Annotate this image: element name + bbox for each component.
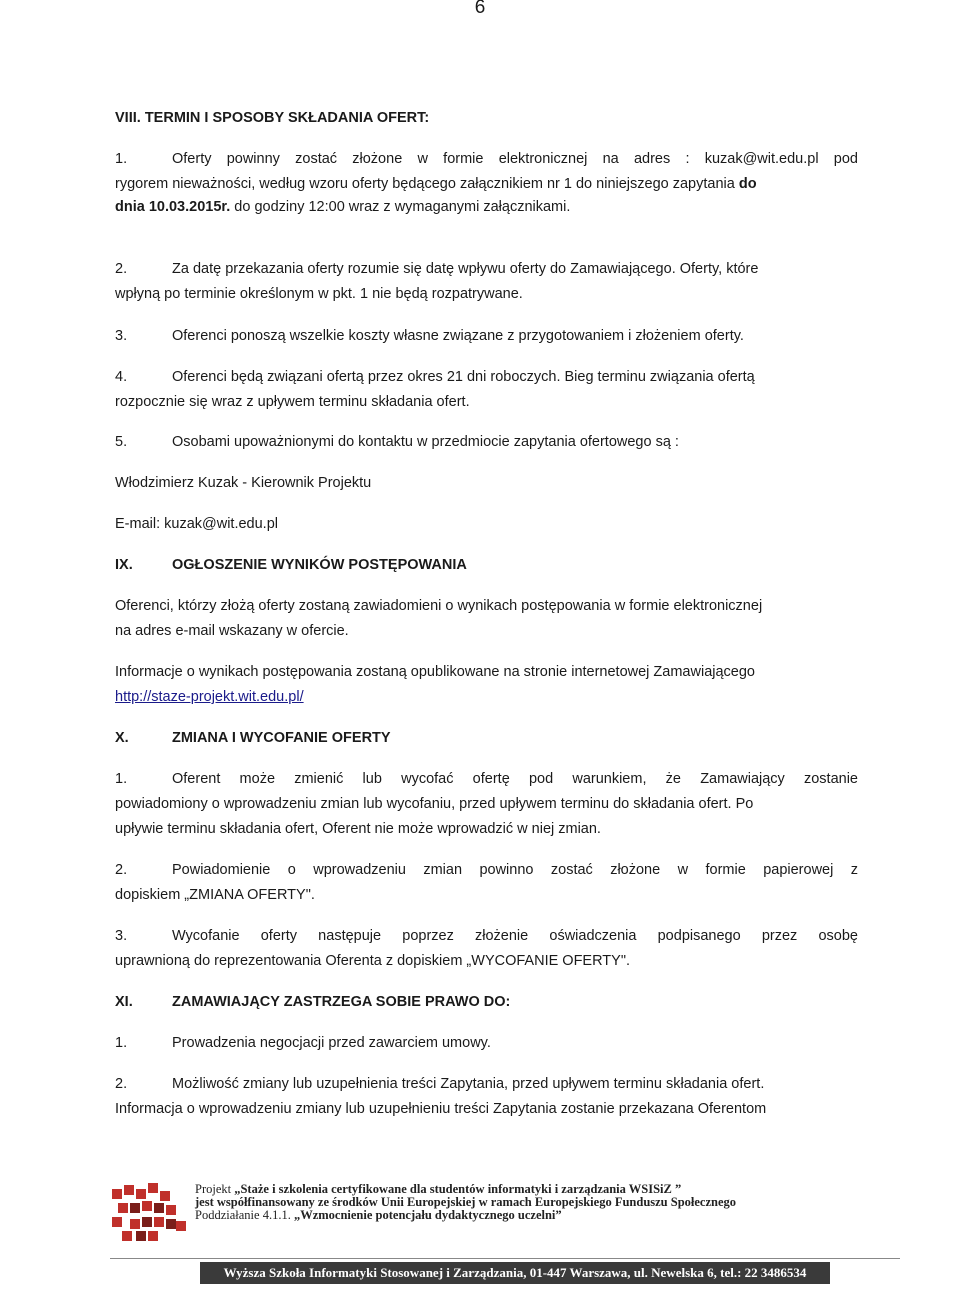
s9-p2-line1: Informacje o wynikach postępowania zostaną opublikowane na stronie internetowej Zamawiającego: [115, 664, 755, 680]
section-8-heading: VIII. TERMIN I SPOSOBY SKŁADANIA OFERT:: [115, 110, 430, 126]
s8-p1-line2: rygorem nieważności, według wzoru oferty będącego załącznikiem nr 1 do niniejszego zapytania do: [115, 176, 757, 192]
s8-p1-line3: dnia 10.03.2015r. do godziny 12:00 wraz z wymaganymi załącznikami.: [115, 199, 571, 215]
s8-p2-line1: 2. Za datę przekazania oferty rozumie się datę wpływu oferty do Zamawiającego. Oferty, które: [115, 261, 759, 277]
s9-p1-line2: na adres e-mail wskazany w ofercie.: [115, 623, 349, 639]
s8-p1-num: 1.: [115, 151, 128, 167]
s10-p1-line1: 1. Oferent może zmienić lub wycofać ofertę pod warunkiem, że Zamawiający zostanie: [115, 771, 858, 787]
university-address-bar: Wyższa Szkoła Informatyki Stosowanej i Zarządzania, 01-447 Warszawa, ul. Newelska 6, tel.: 22 3486534: [200, 1262, 830, 1284]
contact-email: E-mail: kuzak@wit.edu.pl: [115, 516, 278, 532]
footer-line-3: Poddziałanie 4.1.1. „Wzmocnienie potencjału dydaktycznego uczelni”: [195, 1208, 562, 1222]
s8-p5-line1: 5. Osobami upoważnionymi do kontaktu w przedmiocie zapytania ofertowego są :: [115, 434, 679, 450]
page-number: 6: [474, 0, 486, 18]
section-11-heading: XI. ZAMAWIAJĄCY ZASTRZEGA SOBIE PRAWO DO:: [115, 994, 511, 1010]
project-footer: [195, 1183, 755, 1222]
footer-divider: [110, 1258, 900, 1259]
footer-line-2: jest współfinansowany ze środków Unii Europejskiej w ramach Europejskiego Funduszu Społecznego: [195, 1195, 737, 1209]
s10-p3-line2: uprawnioną do reprezentowania Oferenta z dopiskiem „WYCOFANIE OFERTY".: [115, 953, 631, 969]
s11-p2-line1: 2. Możliwość zmiany lub uzupełnienia treści Zapytania, przed upływem terminu składania ofert.: [115, 1076, 765, 1092]
s8-p3: 3. Oferenci ponoszą wszelkie koszty własne związane z przygotowaniem i złożeniem oferty.: [115, 328, 744, 344]
s8-p4-line2: rozpocznie się wraz z upływem terminu składania ofert.: [115, 394, 470, 410]
section-10-heading: X. ZMIANA I WYCOFANIE OFERTY: [115, 730, 391, 746]
university-logo: [110, 1181, 194, 1243]
s11-p2-line2: Informacja o wprowadzeniu zmiany lub uzupełnieniu treści Zapytania zostanie przekazana Oferentom: [115, 1101, 767, 1117]
footer-line-1: Projekt „Staże i szkolenia certyfikowane dla studentów informatyki i zarządzania WSISiZ ”: [195, 1182, 682, 1196]
s11-p1: 1. Prowadzenia negocjacji przed zawarciem umowy.: [115, 1035, 491, 1051]
contact-name: Włodzimierz Kuzak - Kierownik Projektu: [115, 475, 372, 491]
results-link[interactable]: http://staze-projekt.wit.edu.pl/: [115, 689, 304, 705]
s10-p1-line3: upływie terminu składania ofert, Oferent nie może wprowadzić w niej zmian.: [115, 821, 601, 837]
s8-p4-line1: 4. Oferenci będą związani ofertą przez okres 21 dni roboczych. Bieg terminu związania ofertą: [115, 369, 755, 385]
s10-p2-line1: 2. Powiadomienie o wprowadzeniu zmian powinno zostać złożone w formie papierowej z: [115, 862, 858, 878]
section-9-heading: IX. OGŁOSZENIE WYNIKÓW POSTĘPOWANIA: [115, 557, 467, 573]
s10-p2-line2: dopiskiem „ZMIANA OFERTY".: [115, 887, 315, 903]
s8-p1-line1: 1. Oferty powinny zostać złożone w formie elektronicznej na adres : kuzak@wit.edu.pl pod: [115, 151, 858, 167]
s10-p1-line2: powiadomiony o wprowadzeniu zmian lub wycofaniu, przed upływem terminu do składania ofert. Po: [115, 796, 754, 812]
s8-p2-line2: wpłyną po terminie określonym w pkt. 1 nie będą rozpatrywane.: [115, 286, 523, 302]
s10-p3-line1: 3. Wycofanie oferty następuje poprzez złożenie oświadczenia podpisanego przez osobę: [115, 928, 858, 944]
s9-p1-line1: Oferenci, którzy złożą oferty zostaną zawiadomieni o wynikach postępowania w formie elektronicznej: [115, 598, 763, 614]
